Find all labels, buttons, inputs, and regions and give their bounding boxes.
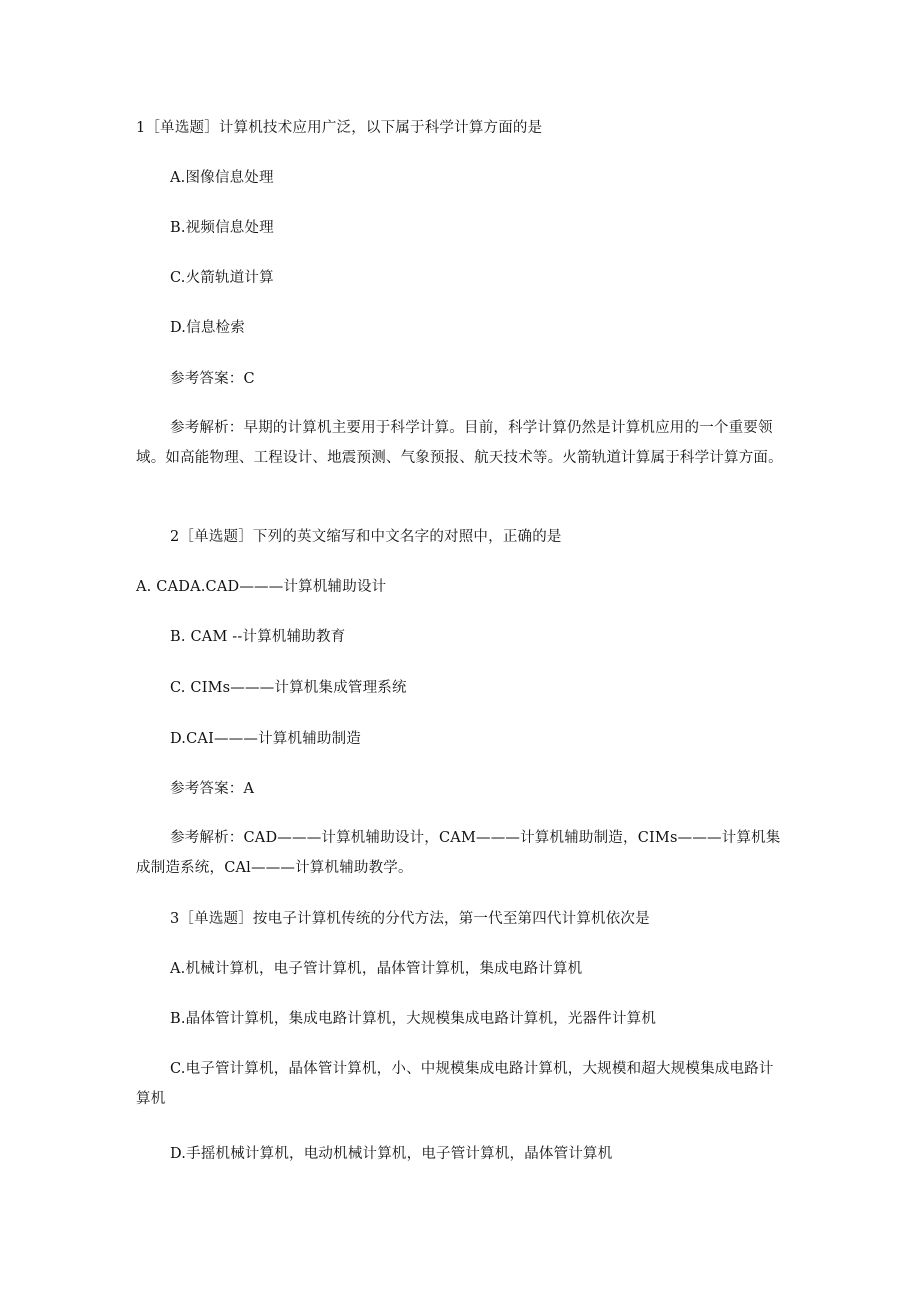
question-3-option-c: C.电子管计算机，晶体管计算机，小、中规模集成电路计算机，大规模和超大规模集成电路计算机: [136, 1061, 774, 1107]
question-2-option-b: B. CAM --计算机辅助教育: [170, 629, 346, 645]
question-2-option-a: A. CADA.CAD———计算机辅助设计: [136, 579, 387, 595]
question-2-option-c: C. CIMs———计算机集成管理系统: [170, 680, 407, 696]
question-1-stem: 1［单选题］计算机技术应用广泛，以下属于科学计算方面的是: [136, 120, 543, 136]
question-1-analysis: 参考解析：早期的计算机主要用于科学计算。目前，科学计算仍然是计算机应用的一个重要领域。如高能物理、工程设计、地震预测、气象预报、航天技术等。火箭轨道计算属于科学计算方面。: [136, 420, 783, 466]
question-3-option-b: B.晶体管计算机，集成电路计算机，大规模集成电路计算机，光器件计算机: [170, 1011, 657, 1027]
question-3-stem: 3［单选题］按电子计算机传统的分代方法，第一代至第四代计算机依次是: [170, 911, 650, 927]
question-1-option-b: B.视频信息处理: [170, 220, 274, 236]
question-1-option-c: C.火箭轨道计算: [170, 270, 274, 286]
question-1-option-a: A.图像信息处理: [170, 170, 274, 186]
question-2-option-d: D.CAI———计算机辅助制造: [170, 731, 362, 747]
question-2-answer: 参考答案：A: [170, 781, 255, 797]
question-1-option-d: D.信息检索: [170, 320, 245, 336]
question-2-analysis: 参考解析：CAD———计算机辅助设计，CAM———计算机辅助制造，CIMs———计算机集成制造系统，CAl———计算机辅助教学。: [136, 830, 781, 876]
question-1-answer: 参考答案：C: [170, 371, 255, 387]
question-3-option-d: D.手摇机械计算机，电动机械计算机，电子管计算机，晶体管计算机: [170, 1146, 613, 1162]
question-2-stem: 2［单选题］下列的英文缩写和中文名字的对照中，正确的是: [170, 529, 562, 545]
question-3-option-a: A.机械计算机，电子管计算机，晶体管计算机，集成电路计算机: [170, 961, 583, 977]
